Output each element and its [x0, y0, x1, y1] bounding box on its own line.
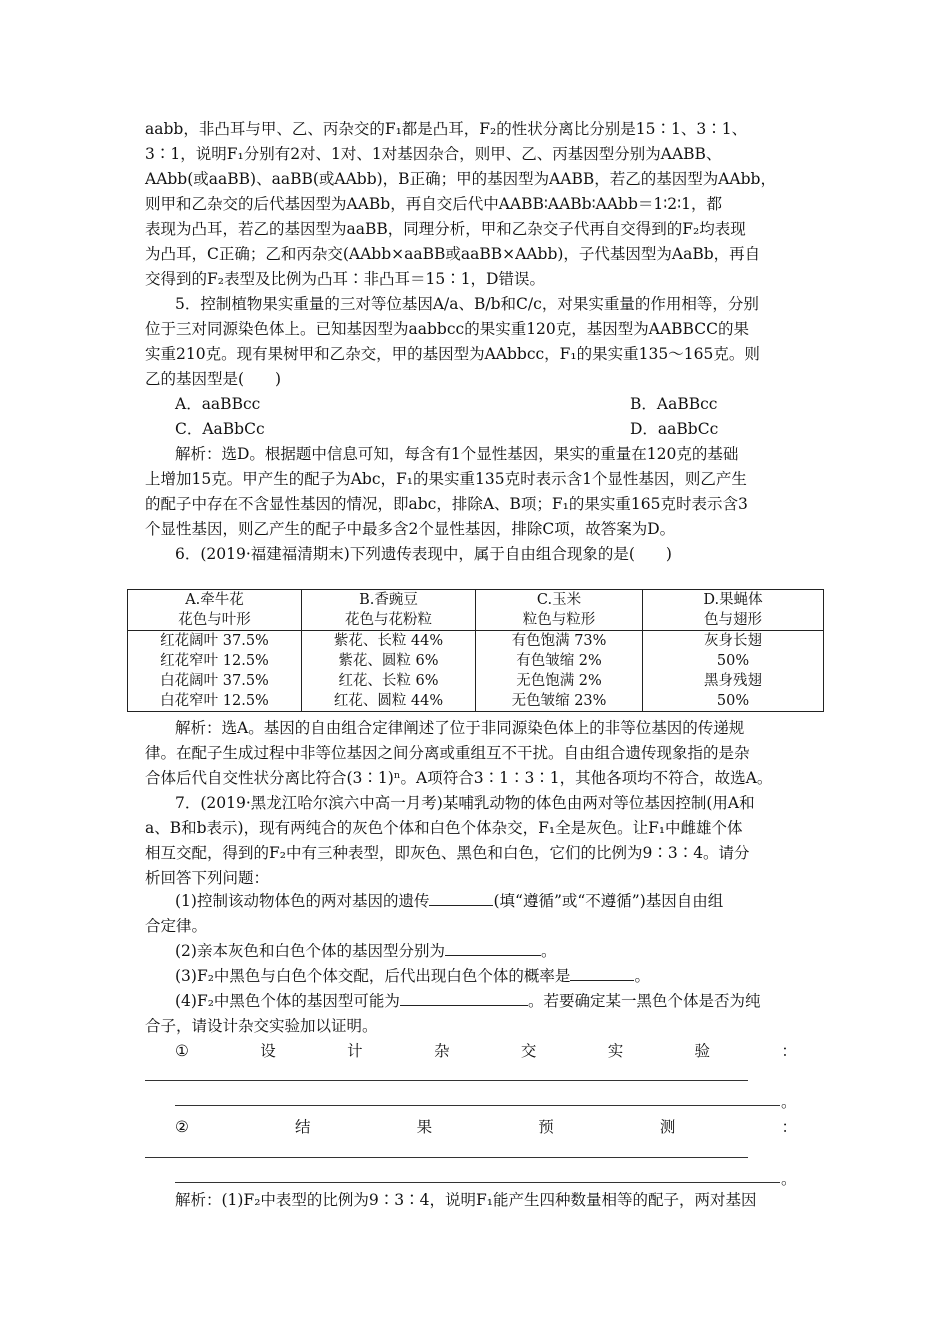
cell-text: 50% [716, 653, 750, 669]
table-header-cell [302, 590, 476, 631]
header-text: 粒色与粒形 [522, 612, 596, 628]
header-text: C.玉米 [536, 592, 582, 608]
table-cell [128, 631, 302, 712]
cell-text: 白花阔叶 37.5% [160, 673, 269, 689]
q5-option-d: D．aaBbCc [630, 420, 719, 438]
question-5-stem: 5．控制植物果实重量的三对等位基因A/a、B/b和C/c，对果实重量的作用相等，分别 [175, 295, 759, 313]
q7-result-label [175, 1115, 797, 1139]
q7-part-1 [175, 889, 810, 913]
q6-analysis-line: 合体后代自交性状分离比符合(3∶1)ⁿ。A项符合3∶1∶3∶1，其他各项均不符合，故选A。 [145, 769, 773, 787]
header-text: A.牵牛花 [185, 592, 244, 608]
q7-part-2 [175, 939, 810, 963]
cell-text: 无色皱缩 23% [511, 693, 607, 709]
cell-text: 灰身长翅 [704, 633, 763, 649]
text: 。 [540, 942, 557, 960]
cell-text: 黑身残翅 [704, 673, 763, 689]
cell-text: 红花、长粒 6% [338, 673, 439, 689]
label-char: 测 [659, 1118, 676, 1136]
text-line: 合子，请设计杂交实验加以证明。 [145, 1017, 378, 1035]
cell-text: 50% [716, 693, 750, 709]
q6-analysis-line: 解析：选A。基因的自由组合定律阐述了位于非同源染色体上的非等位基因的传递规 [175, 719, 745, 737]
label-char: 预 [538, 1118, 554, 1136]
text: (2)亲本灰色和白色个体的基因型分别为 [175, 942, 445, 960]
label-char: 结 [295, 1118, 311, 1136]
text: 。 [634, 967, 650, 985]
label-char: ① [175, 1042, 189, 1060]
fill-in-blank[interactable] [400, 1005, 528, 1006]
text-line: 3∶1，说明F₁分别有2对、1对、1对基因杂合，则甲、乙、丙基因型分别为AABB、 [145, 145, 722, 163]
text: (填“遵循”或“不遵循”)基因自由组 [493, 892, 724, 910]
question-6-stem: 6．(2019·福建福清期末)下列遗传表现中，属于自由组合现象的是( ) [175, 545, 672, 563]
text-line: 相互交配，得到的F₂中有三种表型，即灰色、黑色和白色，它们的比例为9∶3∶4。请分 [145, 844, 750, 862]
text-line: a、B和b表示)，现有两纯合的灰色个体和白色个体杂交，F₁全是灰色。让F₁中雌雄个体 [145, 819, 743, 837]
q5-option-b: B．AaBBcc [630, 395, 718, 413]
table-cell [476, 631, 643, 712]
cell-text: 无色饱满 2% [516, 673, 602, 689]
table-header-row [128, 590, 824, 631]
header-text: 花色与叶形 [178, 612, 251, 628]
q7-part-3 [175, 964, 810, 988]
q7-analysis-line: 解析：(1)F₂中表型的比例为9∶3∶4，说明F₁能产生四种数量相等的配子，两对基因 [175, 1191, 757, 1209]
label-char: ： [781, 1118, 797, 1136]
text: (3)F₂中黑色与白色个体交配，后代出现白色个体的概率是 [175, 967, 571, 985]
text-line: AAbb(或aaBB)、aaBB(或AAbb)，B正确；甲的基因型为AABB，若乙的基因型为AAbb， [145, 170, 776, 188]
period-mark: 。 [781, 1093, 797, 1111]
period-mark: 。 [781, 1170, 797, 1188]
answer-line[interactable] [145, 1080, 748, 1081]
q7-design-label [175, 1039, 797, 1063]
cell-text: 紫花、圆粒 6% [338, 653, 439, 669]
fill-in-blank[interactable] [429, 905, 493, 906]
label-char: 设 [260, 1042, 276, 1060]
label-char: 交 [520, 1042, 537, 1060]
label-char: 果 [416, 1118, 433, 1136]
q6-analysis-line: 律。在配子生成过程中非等位基因之间分离或重组互不干扰。自由组合遗传现象指的是杂 [145, 744, 750, 762]
cell-text: 红花阔叶 37.5% [160, 633, 269, 649]
table-row [128, 631, 824, 712]
fill-in-blank[interactable] [445, 955, 541, 956]
q5-analysis-line: 解析：选D。根据题中信息可知，每含有1个显性基因，果实的重量在120克的基础 [175, 445, 739, 463]
header-text: 花色与花粉粒 [345, 612, 432, 628]
text-line: 则甲和乙杂交的后代基因型为AABb，再自交后代中AABB∶AABb∶AAbb＝1∶2∶1，都 [145, 195, 723, 213]
table-header-cell [128, 590, 302, 631]
cell-text: 红花、圆粒 44% [333, 693, 444, 709]
text-line: 乙的基因型是( ) [145, 370, 282, 388]
q6-table [127, 589, 824, 712]
label-char: 计 [347, 1042, 363, 1060]
cell-text: 白花窄叶 12.5% [160, 693, 269, 709]
text-line: 表现为凸耳，若乙的基因型为aaBB，同理分析，甲和乙杂交子代再自交得到的F₂均表现 [145, 220, 746, 238]
text-line: 位于三对同源染色体上。已知基因型为aabbcc的果实重120克，基因型为AABBCC的果 [145, 320, 749, 338]
q5-option-a: A．aaBBcc [175, 395, 261, 413]
text-line: 实重210克。现有果树甲和乙杂交，甲的基因型为AAbbcc，F₁的果实重135～165克。则 [145, 345, 760, 363]
q5-analysis-line: 上增加15克。甲产生的配子为Abc，F₁的果实重135克时表示含1个显性基因，则乙产生 [145, 470, 747, 488]
cell-text: 有色饱满 73% [511, 633, 607, 649]
cell-text: 紫花、长粒 44% [333, 633, 444, 649]
text: (1)控制该动物体色的两对基因的遗传 [175, 892, 430, 910]
table-header-cell [476, 590, 643, 631]
text-line: 合定律。 [145, 917, 208, 935]
fill-in-blank[interactable] [570, 980, 634, 981]
answer-line[interactable] [145, 1157, 748, 1158]
table-header-cell [643, 590, 824, 631]
q7-part-4 [175, 989, 810, 1013]
q5-option-c: C．AaBbCc [175, 420, 265, 438]
text: (4)F₂中黑色个体的基因型可能为 [175, 992, 400, 1010]
answer-line[interactable] [175, 1182, 780, 1183]
q5-analysis-line: 个显性基因，则乙产生的配子中最多含2个显性基因，排除C项，故答案为D。 [145, 520, 676, 538]
q5-analysis-line: 的配子中存在不含显性基因的情况，即abc，排除A、B项；F₁的果实重165克时表示含3 [145, 495, 748, 513]
text-line: 为凸耳，C正确；乙和丙杂交(AAbb×aaBB或aaBB×AAbb)，子代基因型为AaBb，再自 [145, 245, 761, 263]
header-text: D.果蝇体 [703, 592, 763, 608]
header-text: 色与翅形 [704, 612, 763, 628]
table-cell [302, 631, 476, 712]
answer-line[interactable] [175, 1105, 780, 1106]
cell-text: 有色皱缩 2% [516, 653, 602, 669]
label-char: 杂 [433, 1042, 450, 1060]
table-cell [643, 631, 824, 712]
header-text: B.香豌豆 [359, 592, 418, 608]
text-line: 交得到的F₂表型及比例为凸耳∶非凸耳＝15∶1，D错误。 [145, 270, 545, 288]
label-char: ： [781, 1042, 797, 1060]
label-char: ② [175, 1118, 189, 1136]
text-line: 析回答下列问题： [145, 869, 270, 887]
label-char: 验 [694, 1042, 711, 1060]
text: 。若要确定某一黑色个体是否为纯 [527, 992, 761, 1010]
cell-text: 红花窄叶 12.5% [160, 653, 269, 669]
label-char: 实 [607, 1042, 624, 1060]
question-7-stem: 7．(2019·黑龙江哈尔滨六中高一月考)某哺乳动物的体色由两对等位基因控制(用A和 [175, 794, 755, 812]
text-line: aabb，非凸耳与甲、乙、丙杂交的F₁都是凸耳，F₂的性状分离比分别是15∶1、3∶1、 [145, 120, 748, 138]
